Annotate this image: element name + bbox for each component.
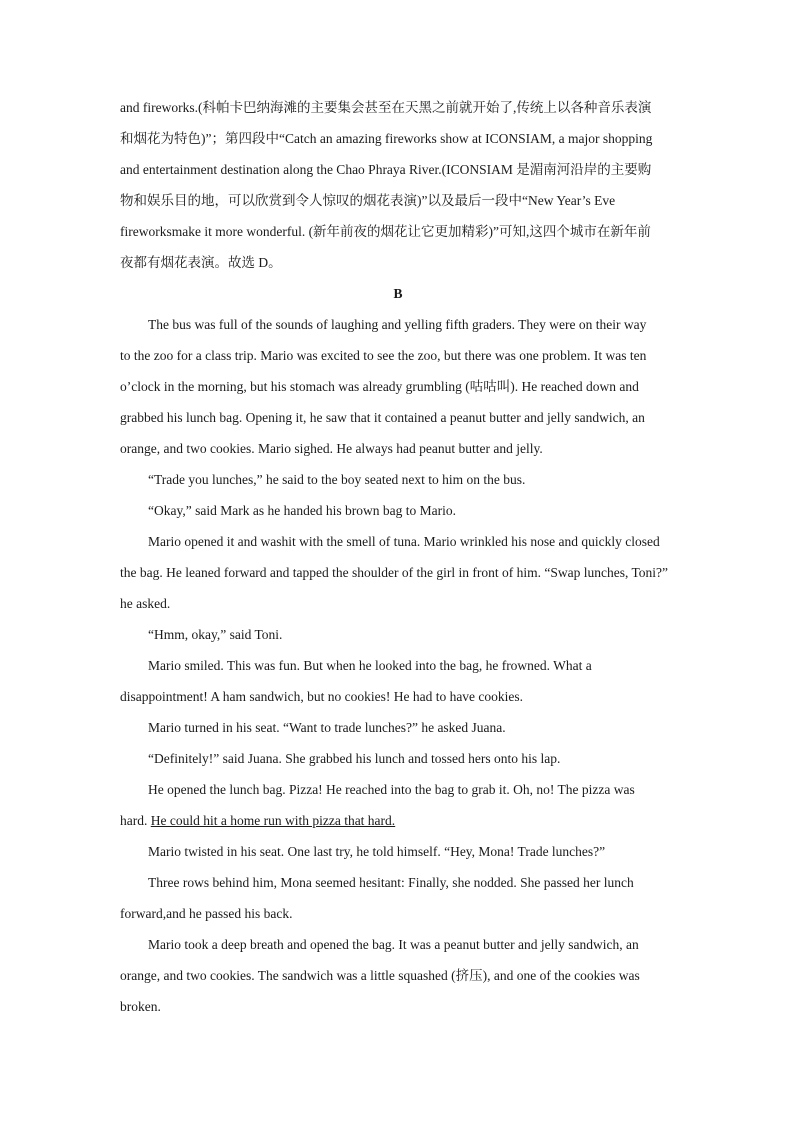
- text-line: the bag. He leaned forward and tapped the shoulder of the girl in front of him. “Swap lunches, Toni?”: [120, 565, 669, 580]
- text-line: “Okay,” said Mark as he handed his brown bag to Mario.: [148, 503, 457, 518]
- text-line: forward,and he passed his back.: [120, 906, 293, 921]
- document-page: [120, 92, 676, 1022]
- text-line: 夜都有烟花表演。故选 D。: [120, 255, 282, 270]
- text-line: to the zoo for a class trip. Mario was excited to see the zoo, but there was one problem. It was ten: [120, 348, 647, 363]
- text-line: Three rows behind him, Mona seemed hesitant: Finally, she nodded. She passed her lunch: [148, 875, 634, 890]
- text-line: The bus was full of the sounds of laughing and yelling fifth graders. They were on their way: [148, 317, 647, 332]
- text-line: o’clock in the morning, but his stomach was already grumbling (咕咕叫). He reached down and: [120, 379, 639, 394]
- text-line: “Definitely!” said Juana. She grabbed his lunch and tossed hers onto his lap.: [148, 751, 561, 766]
- text-line: Mario smiled. This was fun. But when he looked into the bag, he frowned. What a: [148, 658, 592, 673]
- text-line: [120, 805, 676, 836]
- text-line: disappointment! A ham sandwich, but no cookies! He had to have cookies.: [120, 689, 524, 704]
- text-line: broken.: [120, 999, 161, 1014]
- text-line: He opened the lunch bag. Pizza! He reached into the bag to grab it. Oh, no! The pizza was: [148, 782, 635, 797]
- text-line: Mario took a deep breath and opened the bag. It was a peanut butter and jelly sandwich, an: [148, 937, 639, 952]
- text-line: he asked.: [120, 596, 171, 611]
- text-line: grabbed his lunch bag. Opening it, he saw that it contained a peanut butter and jelly sandwich, an: [120, 410, 645, 425]
- underlined-sentence: He could hit a home run with pizza that hard.: [150, 813, 396, 828]
- text-line: Mario turned in his seat. “Want to trade lunches?” he asked Juana.: [148, 720, 506, 735]
- text-line: Mario opened it and washit with the smell of tuna. Mario wrinkled his nose and quickly closed: [148, 534, 660, 549]
- text-line: “Hmm, okay,” said Toni.: [148, 627, 283, 642]
- text-line: fireworksmake it more wonderful. (新年前夜的烟花让它更加精彩)”可知,这四个城市在新年前: [120, 224, 651, 239]
- text-line: “Trade you lunches,” he said to the boy seated next to him on the bus.: [148, 472, 526, 487]
- text-line: Mario twisted in his seat. One last try, he told himself. “Hey, Mona! Trade lunches?”: [148, 844, 606, 859]
- text-segment: hard.: [120, 813, 148, 828]
- text-line: 和烟花为特色)”；第四段中“Catch an amazing fireworks show at ICONSIAM, a major shopping: [120, 131, 653, 146]
- text-line: and entertainment destination along the Chao Phraya River.(ICONSIAM 是湄南河沿岸的主要购: [120, 162, 652, 177]
- section-title: B: [393, 286, 403, 301]
- text-line: orange, and two cookies. The sandwich was a little squashed (挤压), and one of the cookies was: [120, 968, 640, 983]
- text-line: orange, and two cookies. Mario sighed. He always had peanut butter and jelly.: [120, 441, 543, 456]
- text-line: and fireworks.(科帕卡巴纳海滩的主要集会甚至在天黑之前就开始了,传统上以各种音乐表演: [120, 100, 652, 115]
- text-line: 物和娱乐目的地，可以欣赏到令人惊叹的烟花表演)”以及最后一段中“New Year’s Eve: [120, 193, 616, 208]
